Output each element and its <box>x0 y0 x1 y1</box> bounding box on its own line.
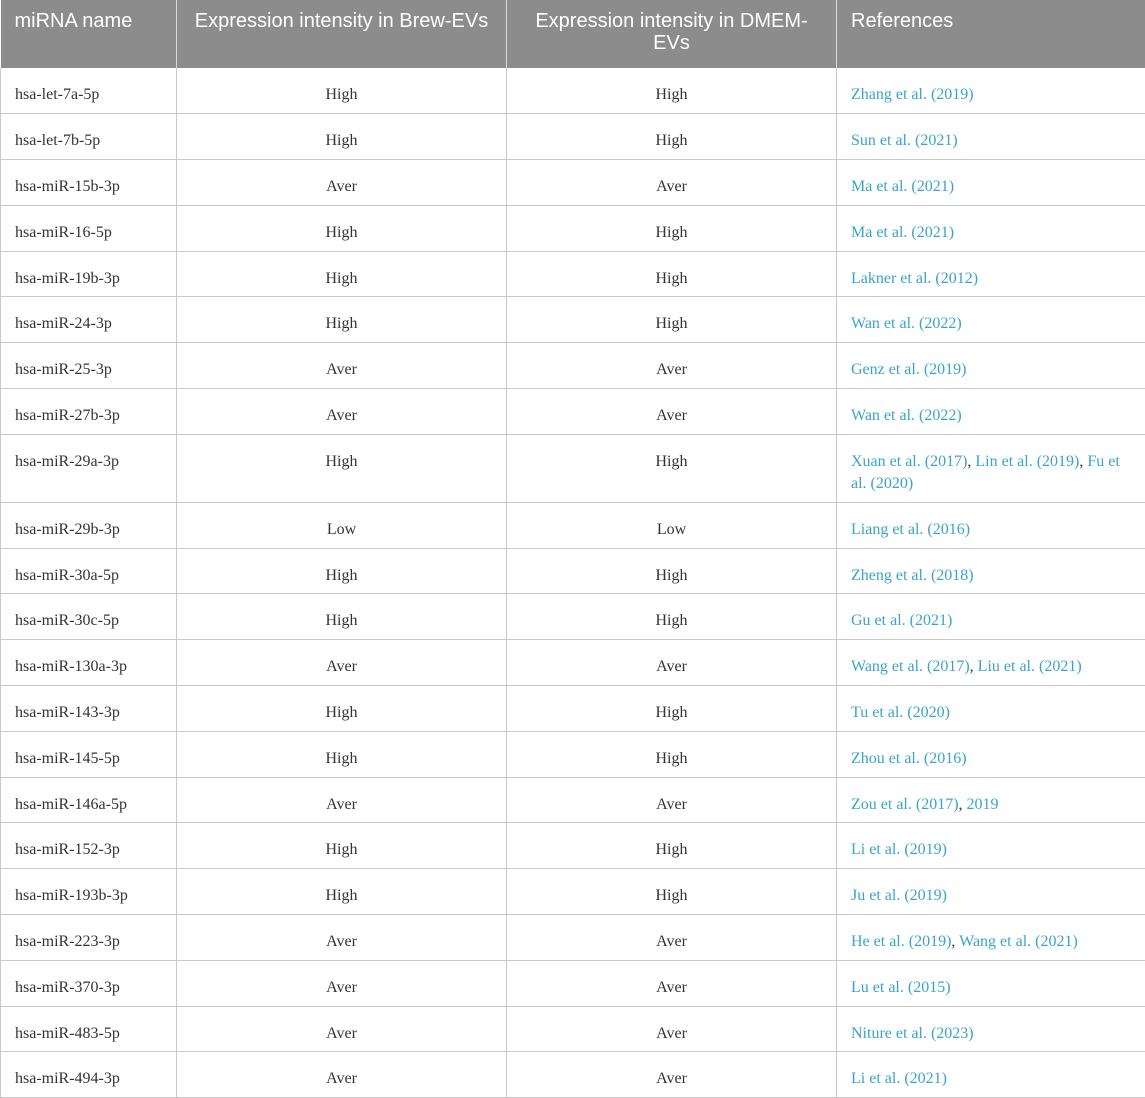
mirna-name-cell: hsa-miR-25-3p <box>1 343 177 389</box>
table-row <box>1 1052 1145 1098</box>
reference-link[interactable]: Zheng et al. (2018) <box>851 567 974 584</box>
brew-ev-expression-cell: Aver <box>177 777 507 823</box>
dmem-ev-expression-cell: Low <box>507 502 837 548</box>
reference-link[interactable]: Ma et al. (2021) <box>851 178 954 195</box>
mirna-name-cell: hsa-miR-29b-3p <box>1 502 177 548</box>
brew-ev-expression-cell: High <box>177 297 507 343</box>
reference-link[interactable]: Xuan et al. (2017) <box>851 453 967 470</box>
dmem-ev-expression-cell: High <box>507 434 837 502</box>
references-cell <box>837 869 1145 915</box>
header-mirna-name: miRNA name <box>1 0 177 68</box>
reference-separator: , <box>1079 453 1087 470</box>
dmem-ev-expression-cell: High <box>507 68 837 114</box>
reference-link[interactable]: Lakner et al. (2012) <box>851 270 978 287</box>
table-row <box>1 640 1145 686</box>
mirna-name-cell: hsa-miR-16-5p <box>1 205 177 251</box>
table-row <box>1 502 1145 548</box>
mirna-name-cell: hsa-miR-193b-3p <box>1 869 177 915</box>
table-row <box>1 594 1145 640</box>
dmem-ev-expression-cell: High <box>507 297 837 343</box>
brew-ev-expression-cell: High <box>177 434 507 502</box>
dmem-ev-expression-cell: Aver <box>507 160 837 206</box>
references-cell <box>837 594 1145 640</box>
mirna-name-cell: hsa-miR-30a-5p <box>1 548 177 594</box>
mirna-name-cell: hsa-miR-30c-5p <box>1 594 177 640</box>
references-cell <box>837 389 1145 435</box>
reference-link[interactable]: Ju et al. (2019) <box>851 887 947 904</box>
brew-ev-expression-cell: High <box>177 251 507 297</box>
reference-link[interactable]: Li et al. (2021) <box>851 1070 947 1087</box>
reference-link[interactable]: He et al. (2019) <box>851 933 951 950</box>
brew-ev-expression-cell: High <box>177 594 507 640</box>
mirna-name-cell: hsa-miR-152-3p <box>1 823 177 869</box>
mirna-name-cell: hsa-miR-145-5p <box>1 731 177 777</box>
brew-ev-expression-cell: High <box>177 686 507 732</box>
brew-ev-expression-cell: High <box>177 205 507 251</box>
dmem-ev-expression-cell: Aver <box>507 389 837 435</box>
table-row <box>1 548 1145 594</box>
references-cell <box>837 205 1145 251</box>
reference-separator: , <box>970 658 978 675</box>
references-cell <box>837 502 1145 548</box>
reference-link[interactable]: Wang et al. (2017) <box>851 658 970 675</box>
dmem-ev-expression-cell: Aver <box>507 960 837 1006</box>
mirna-name-cell: hsa-let-7b-5p <box>1 114 177 160</box>
dmem-ev-expression-cell: High <box>507 548 837 594</box>
brew-ev-expression-cell: High <box>177 114 507 160</box>
table-row <box>1 251 1145 297</box>
dmem-ev-expression-cell: High <box>507 731 837 777</box>
table-row <box>1 297 1145 343</box>
reference-link[interactable]: Wan et al. (2022) <box>851 315 962 332</box>
reference-link[interactable]: Liang et al. (2016) <box>851 521 970 538</box>
table-row <box>1 731 1145 777</box>
header-dmem-evs: Expression intensity in DMEM-EVs <box>507 0 837 68</box>
dmem-ev-expression-cell: Aver <box>507 915 837 961</box>
dmem-ev-expression-cell: Aver <box>507 343 837 389</box>
table-row <box>1 1006 1145 1052</box>
references-cell <box>837 1006 1145 1052</box>
table-row <box>1 960 1145 1006</box>
mirna-name-cell: hsa-miR-146a-5p <box>1 777 177 823</box>
brew-ev-expression-cell: High <box>177 823 507 869</box>
reference-link[interactable]: Lin et al. (2019) <box>975 453 1079 470</box>
dmem-ev-expression-cell: Aver <box>507 777 837 823</box>
reference-link[interactable]: Fu et al. (2020) <box>851 453 1120 492</box>
brew-ev-expression-cell: Aver <box>177 389 507 435</box>
reference-link[interactable]: Gu et al. (2021) <box>851 612 952 629</box>
header-references: References <box>837 0 1145 68</box>
brew-ev-expression-cell: Aver <box>177 640 507 686</box>
mirna-name-cell: hsa-miR-19b-3p <box>1 251 177 297</box>
table-row <box>1 205 1145 251</box>
reference-link[interactable]: Liu et al. (2021) <box>978 658 1082 675</box>
mirna-name-cell: hsa-miR-370-3p <box>1 960 177 1006</box>
reference-link[interactable]: Genz et al. (2019) <box>851 361 967 378</box>
brew-ev-expression-cell: High <box>177 869 507 915</box>
table-row <box>1 389 1145 435</box>
dmem-ev-expression-cell: High <box>507 114 837 160</box>
mirna-name-cell: hsa-miR-15b-3p <box>1 160 177 206</box>
reference-separator: , <box>951 933 959 950</box>
brew-ev-expression-cell: Aver <box>177 1052 507 1098</box>
table-row <box>1 68 1145 114</box>
references-cell <box>837 68 1145 114</box>
mirna-name-cell: hsa-miR-494-3p <box>1 1052 177 1098</box>
references-cell <box>837 731 1145 777</box>
references-cell <box>837 343 1145 389</box>
reference-link[interactable]: Ma et al. (2021) <box>851 224 954 241</box>
reference-link[interactable]: Zou et al. (2017) <box>851 796 959 813</box>
header-brew-evs: Expression intensity in Brew-EVs <box>177 0 507 68</box>
dmem-ev-expression-cell: High <box>507 823 837 869</box>
references-cell <box>837 251 1145 297</box>
brew-ev-expression-cell: Aver <box>177 915 507 961</box>
references-cell <box>837 777 1145 823</box>
table-row <box>1 915 1145 961</box>
reference-link[interactable]: Sun et al. (2021) <box>851 132 958 149</box>
references-cell <box>837 686 1145 732</box>
brew-ev-expression-cell: High <box>177 68 507 114</box>
mirna-name-cell: hsa-miR-29a-3p <box>1 434 177 502</box>
reference-link[interactable]: Wang et al. (2021) <box>959 933 1078 950</box>
table-row <box>1 434 1145 502</box>
dmem-ev-expression-cell: Aver <box>507 1052 837 1098</box>
dmem-ev-expression-cell: High <box>507 205 837 251</box>
table-row <box>1 343 1145 389</box>
table-row <box>1 160 1145 206</box>
mirna-name-cell: hsa-let-7a-5p <box>1 68 177 114</box>
dmem-ev-expression-cell: High <box>507 869 837 915</box>
reference-link[interactable]: Tu et al. (2020) <box>851 704 950 721</box>
table-row <box>1 823 1145 869</box>
reference-link[interactable]: Niture et al. (2023) <box>851 1025 974 1042</box>
brew-ev-expression-cell: Aver <box>177 160 507 206</box>
references-cell <box>837 160 1145 206</box>
reference-link[interactable]: Li et al. (2019) <box>851 841 947 858</box>
mirna-name-cell: hsa-miR-223-3p <box>1 915 177 961</box>
reference-link[interactable]: Lu et al. (2015) <box>851 979 951 996</box>
table-header <box>1 0 1145 68</box>
references-cell <box>837 297 1145 343</box>
reference-link[interactable]: Zhou et al. (2016) <box>851 750 967 767</box>
references-cell <box>837 548 1145 594</box>
header-row <box>1 0 1145 68</box>
table-row <box>1 777 1145 823</box>
references-cell <box>837 114 1145 160</box>
reference-link[interactable]: Wan et al. (2022) <box>851 407 962 424</box>
brew-ev-expression-cell: Low <box>177 502 507 548</box>
mirna-name-cell: hsa-miR-143-3p <box>1 686 177 732</box>
brew-ev-expression-cell: High <box>177 731 507 777</box>
table-row <box>1 686 1145 732</box>
reference-link[interactable]: Zhang et al. (2019) <box>851 86 974 103</box>
references-cell <box>837 640 1145 686</box>
dmem-ev-expression-cell: High <box>507 594 837 640</box>
mirna-name-cell: hsa-miR-483-5p <box>1 1006 177 1052</box>
table-row <box>1 114 1145 160</box>
reference-separator: , <box>959 796 967 813</box>
reference-link[interactable]: 2019 <box>967 796 999 813</box>
brew-ev-expression-cell: Aver <box>177 1006 507 1052</box>
table-body <box>1 68 1145 1098</box>
references-cell <box>837 434 1145 502</box>
brew-ev-expression-cell: Aver <box>177 960 507 1006</box>
brew-ev-expression-cell: Aver <box>177 343 507 389</box>
references-cell <box>837 1052 1145 1098</box>
dmem-ev-expression-cell: Aver <box>507 1006 837 1052</box>
reference-separator: , <box>967 453 975 470</box>
mirna-name-cell: hsa-miR-130a-3p <box>1 640 177 686</box>
brew-ev-expression-cell: High <box>177 548 507 594</box>
references-cell <box>837 823 1145 869</box>
references-cell <box>837 915 1145 961</box>
dmem-ev-expression-cell: High <box>507 251 837 297</box>
dmem-ev-expression-cell: High <box>507 686 837 732</box>
references-cell <box>837 960 1145 1006</box>
mirna-name-cell: hsa-miR-24-3p <box>1 297 177 343</box>
dmem-ev-expression-cell: Aver <box>507 640 837 686</box>
table-row <box>1 869 1145 915</box>
mirna-name-cell: hsa-miR-27b-3p <box>1 389 177 435</box>
